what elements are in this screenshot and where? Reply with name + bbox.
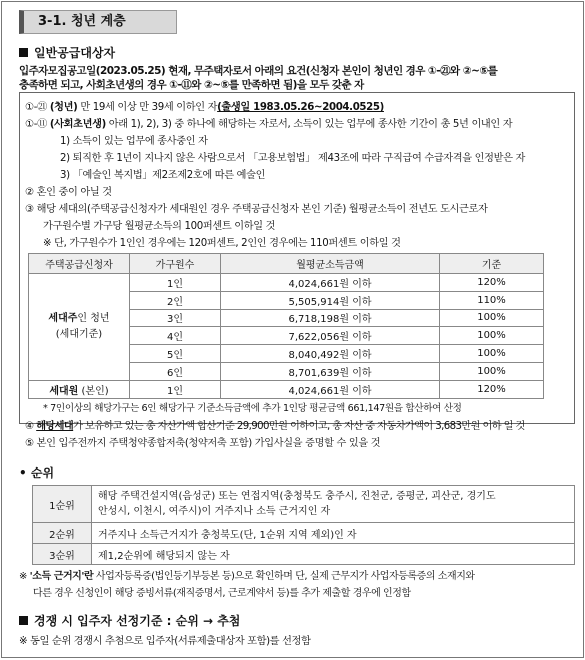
income-table bbox=[28, 253, 544, 399]
square-bullet-icon bbox=[19, 48, 28, 57]
table-row: 4인 7,622,056원 이하 100% bbox=[29, 327, 544, 345]
req-new-worker-sub2: 2) 퇴직한 후 1년이 지나지 않은 사람으로서 「고용보험법」 제43조에 따라 구직급여 수급자격을 인정받은 자 bbox=[60, 153, 526, 164]
rank-cell: 2순위 bbox=[33, 523, 92, 544]
competition-note: ※ 동일 순위 경쟁시 추첨으로 입주자(서류제출대상자 포함)를 선정함 bbox=[19, 635, 311, 647]
priority-table bbox=[32, 485, 575, 565]
table-row bbox=[33, 544, 575, 565]
table-row: 5인 8,040,492원 이하 100% bbox=[29, 345, 544, 363]
req-income-note: ※ 단, 가구원수가 1인인 경우에는 120퍼센트, 2인인 경우에는 110퍼센트 이하일 것 bbox=[43, 238, 401, 249]
rank-description: 거주지나 소득근거지가 충청북도(단, 1순위 지역 제외)인 자 bbox=[92, 523, 575, 544]
req-savings: ⑤ 본인 입주전까지 주택청약종합저축(청약저축 포함) 가입사실을 증명할 수 있을 것 bbox=[25, 438, 381, 449]
col-header: 가구원수 bbox=[130, 254, 221, 274]
table-row: 2인 5,505,914원 이하 110% bbox=[29, 291, 544, 309]
income-table-header bbox=[29, 254, 544, 274]
section-title: 3-1. 청년 계층 bbox=[19, 10, 177, 34]
income-base-note-line1: ※ '소득 근거지'란 사업자등록증(법인등기부등본 등)으로 확인하며 단, 실제 근무지가 사업자등록증의 소재지와 bbox=[19, 571, 475, 582]
req-new-worker-sub1: 1) 소득이 있는 업무에 종사중인 자 bbox=[60, 136, 208, 147]
col-header: 기준 bbox=[440, 254, 544, 274]
table-row bbox=[33, 486, 575, 523]
table-row: 세대원 (본인) 1인 4,024,661원 이하 120% bbox=[29, 380, 544, 398]
req-new-worker-sub3: 3) 「예술인 복지법」제2조제2호에 따른 예술인 bbox=[60, 170, 266, 181]
rank-description: 제1,2순위에 해당되지 않는 자 bbox=[92, 544, 575, 565]
req-income-line2: 가구원수별 가구당 월평균소득의 100퍼센트 이하일 것 bbox=[43, 221, 276, 232]
req-new-worker: ①-⑪ (사회초년생) 아래 1), 2), 3) 중 하나에 해당하는 자로서, 소득이 있는 업무에 종사한 기간이 총 5년 이내인 자 bbox=[25, 119, 513, 130]
table-row bbox=[33, 523, 575, 544]
table-row: 3인 6,718,198원 이하 100% bbox=[29, 309, 544, 327]
householder-youth-label: 세대주인 청년 (세대기준) bbox=[29, 274, 130, 381]
col-header: 주택공급신청자 bbox=[29, 254, 130, 274]
table-row: 6인 8,701,639원 이하 100% bbox=[29, 362, 544, 380]
eligibility-intro: 입주자모집공고일(2023.05.25) 현재, 무주택자로서 아래의 요건(신청자 본인이 청년인 경우 ①-㉑와 ②~⑤를 충족하면 되고, 사회초년생의 경우 ①-⑪와 ②~⑤를 만족하면 됨)을 모두 갖춘 자 bbox=[19, 65, 498, 91]
household-member-label: 세대원 (본인) bbox=[29, 380, 130, 398]
document-page bbox=[1, 1, 584, 658]
rank-cell: 1순위 bbox=[33, 486, 92, 523]
rank-description: 해당 주택건설지역(음성군) 또는 연접지역(충청북도 충주시, 진천군, 증평군, 괴산군, 경기도 안성시, 이천시, 여주시)이 거주지나 소득 근거지인 자 bbox=[92, 486, 575, 523]
income-base-note-line2: 다른 경우 신청인이 해당 증빙서류(재직증명서, 근로계약서 등)를 추가 제출할 경우에 인정함 bbox=[33, 588, 411, 599]
req-assets: ④ 해당세대가 보유하고 있는 총 자산가액 합산기준 29,900만원 이하이고, 총 자산 중 자동차가액이 3,683만원 이하 일 것 bbox=[25, 421, 525, 432]
table-footnote: * 7인이상의 해당가구는 6인 해당가구 기준소득금액에 추가 1인당 평균금액 661,147원을 합산하여 산정 bbox=[43, 403, 462, 414]
req-income-line1: ③ 해당 세대의(주택공급신청자가 세대원인 경우 주택공급신청자 본인 기준) 월평균소득이 전년도 도시근로자 bbox=[25, 204, 488, 215]
square-bullet-icon bbox=[19, 616, 28, 625]
general-supply-heading: 일반공급대상자 bbox=[19, 44, 115, 61]
req-youth: ①-㉑ (청년) 만 19세 이상 만 39세 이하인 자(출생일 1983.05.26~2004.0525) bbox=[25, 102, 384, 113]
rank-cell: 3순위 bbox=[33, 544, 92, 565]
table-row: 세대주인 청년 (세대기준) 1인 4,024,661원 이하 120% bbox=[29, 274, 544, 292]
competition-heading: 경쟁 시 입주자 선정기준 : 순위 → 추첨 bbox=[19, 612, 240, 629]
priority-heading: • 순위 bbox=[19, 466, 55, 480]
col-header: 월평균소득금액 bbox=[221, 254, 440, 274]
req-unmarried: ② 혼인 중이 아닐 것 bbox=[25, 187, 112, 198]
